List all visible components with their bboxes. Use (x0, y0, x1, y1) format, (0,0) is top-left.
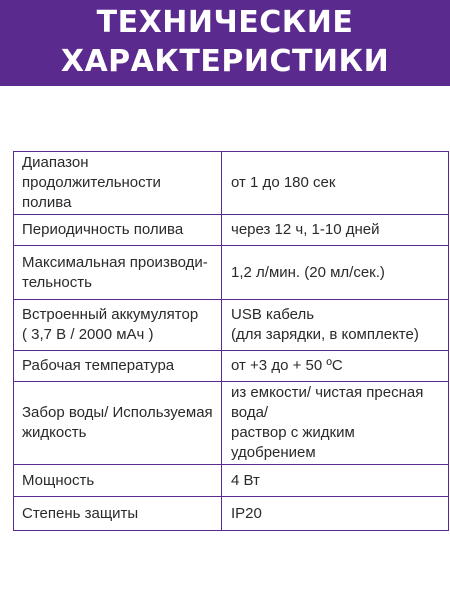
spec-value: 1,2 л/мин. (20 мл/сек.) (222, 246, 449, 300)
spec-label: Диапазон продолжительности полива (14, 152, 222, 215)
spec-label: Периодичность полива (14, 215, 222, 246)
header-banner (0, 0, 450, 86)
spec-row-duration (14, 152, 449, 215)
spec-value: IP20 (222, 497, 449, 531)
spec-value: 4 Вт (222, 465, 449, 497)
spec-label: Максимальная производи- тельность (14, 246, 222, 300)
specs-table (13, 151, 449, 531)
spec-row-battery (14, 300, 449, 351)
spec-value: из емкости/ чистая пресная вода/ раствор с жидким удобрением (222, 382, 449, 465)
spec-row-throughput (14, 246, 449, 300)
spec-row-periodicity (14, 215, 449, 246)
spec-row-water-intake (14, 382, 449, 465)
spec-value: от 1 до 180 сек (222, 152, 449, 215)
title-line-1: ТЕХНИЧЕСКИЕ (96, 5, 354, 40)
spec-label: Степень защиты (14, 497, 222, 531)
spec-label: Рабочая температура (14, 351, 222, 382)
spec-value: USB кабель (для зарядки, в комплекте) (222, 300, 449, 351)
spec-label: Встроенный аккумулятор ( 3,7 В / 2000 мАч ) (14, 300, 222, 351)
spec-row-protection (14, 497, 449, 531)
spec-value: через 12 ч, 1-10 дней (222, 215, 449, 246)
title-line-2: ХАРАКТЕРИСТИКИ (60, 44, 390, 79)
spec-label: Забор воды/ Используемая жидкость (14, 382, 222, 465)
spec-row-power (14, 465, 449, 497)
spec-label: Мощность (14, 465, 222, 497)
spec-row-temperature (14, 351, 449, 382)
spec-value: от +3 до + 50 ºС (222, 351, 449, 382)
